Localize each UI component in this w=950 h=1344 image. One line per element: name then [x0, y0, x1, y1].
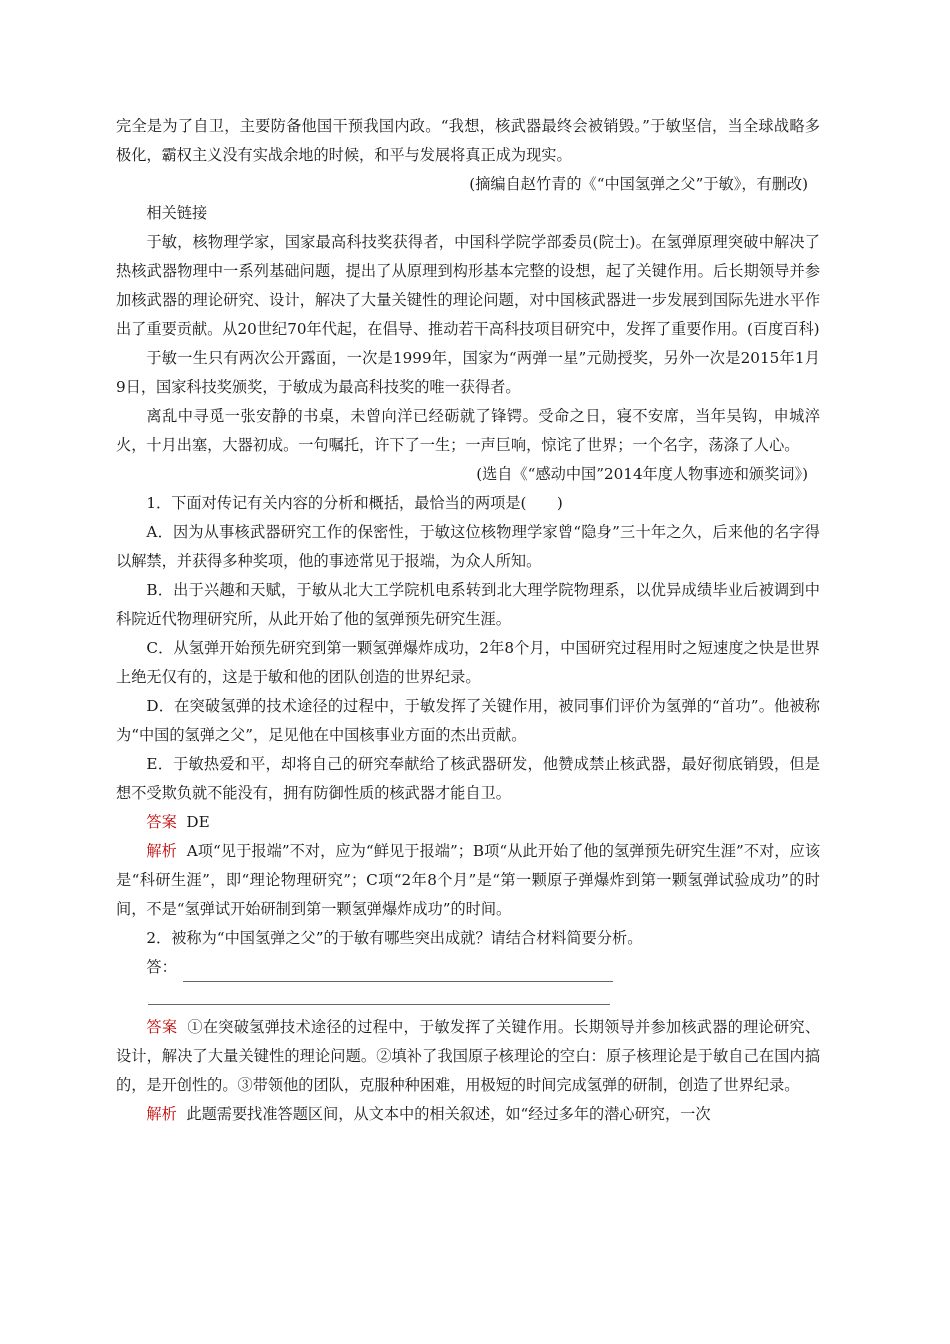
answer-blank-line-2[interactable]	[148, 982, 610, 1005]
document-body	[116, 112, 820, 1129]
question-1-option-c: C．从氢弹开始预先研究到第一颗氢弹爆炸成功，2年8个月，中国研究过程用时之短速度之快是世界上绝无仅有的，这是于敏和他的团队创造的世界纪录。	[116, 639, 820, 686]
answer-label: 答案	[146, 1018, 178, 1036]
answer-blank-row	[116, 953, 820, 982]
related-link-paragraph: 于敏，核物理学家，国家最高科技奖获得者，中国科学院学部委员(院士)。在氢弹原理突破中解决了热核武器物理中一系列基础问题，提出了从原理到构形基本完整的设想，起了关键作用。后长期领导并参加核武器的理论研究、设计，解决了大量关键性的理论问题，对中国核武器进一步发展到国际先进水平作出了重要贡献。从20世纪70年代起，在倡导、推动若干高科技项目研究中，发挥了重要作用。(百度百科)	[116, 233, 820, 338]
passage-paragraph: 完全是为了自卫，主要防备他国干预我国内政。“我想，核武器最终会被销毁。”于敏坚信，当全球战略多极化，霸权主义没有实战余地的时候，和平与发展将真正成为现实。	[116, 117, 820, 164]
question-1-stem: 1．下面对传记有关内容的分析和概括，最恰当的两项是( )	[146, 494, 563, 512]
related-link-paragraph: 离乱中寻觅一张安静的书桌，未曾向洋已经砺就了锋锷。受命之日，寝不安席，当年吴钩，申城淬火，十月出塞，大器初成。一句嘱托，许下了一生；一声巨响，惊诧了世界；一个名字，荡涤了人心。	[116, 407, 820, 454]
answer-value: DE	[186, 813, 210, 831]
related-link-heading: 相关链接	[146, 204, 208, 222]
related-link-paragraph: 于敏一生只有两次公开露面，一次是1999年，国家为“两弹一星”元勋授奖，另外一次是2015年1月9日，国家科技奖颁奖，于敏成为最高科技奖的唯一获得者。	[116, 349, 820, 396]
analysis-text: 此题需要找准答题区间，从文本中的相关叙述，如“经过多年的潜心研究，一次	[186, 1105, 711, 1123]
answer-prompt: 答：	[146, 958, 177, 976]
related-link-source: (选自《“感动中国”2014年度人物事迹和颁奖词》)	[476, 465, 808, 483]
question-2-stem: 2．被称为“中国氢弹之父”的于敏有哪些突出成就？请结合材料简要分析。	[146, 929, 643, 947]
question-1-option-e: E．于敏热爱和平，却将自己的研究奉献给了核武器研发，他赞成禁止核武器，最好彻底销毁，但是想不受欺负就不能没有，拥有防御性质的核武器才能自卫。	[116, 755, 820, 802]
question-1-option-d: D．在突破氢弹的技术途径的过程中，于敏发挥了关键作用，被同事们评价为氢弹的“首功”。他被称为“中国的氢弹之父”，足见他在中国核事业方面的杰出贡献。	[116, 697, 820, 744]
question-2-answer	[116, 1013, 820, 1100]
passage-source: (摘编自赵竹青的《“中国氢弹之父”于敏》，有删改)	[469, 175, 808, 193]
analysis-label: 解析	[146, 842, 177, 860]
question-2-analysis	[116, 1100, 820, 1129]
question-1-answer	[116, 808, 820, 837]
answer-label: 答案	[146, 813, 177, 831]
analysis-text: A项“见于报端”不对，应为“鲜见于报端”；B项“从此开始了他的氢弹预先研究生涯”不对，应该是“科研生涯”，即“理论物理研究”；C项“2年8个月”是“第一颗原子弹爆炸到第一颗氢弹试验成功”的时间，不是“氢弹试开始研制到第一颗氢弹爆炸成功”的时间。	[116, 842, 821, 918]
answer-text: ①在突破氢弹技术途径的过程中，于敏发挥了关键作用。长期领导并参加核武器的理论研究、设计，解决了大量关键性的理论问题。②填补了我国原子核理论的空白：原子核理论是于敏自己在国内搞的，是开创性的。③带领他的团队，克服种种困难，用极短的时间完成氢弹的研制，创造了世界纪录。	[116, 1018, 821, 1094]
analysis-label: 解析	[146, 1105, 177, 1123]
question-1-option-a: A．因为从事核武器研究工作的保密性，于敏这位核物理学家曾“隐身”三十年之久，后来他的名字得以解禁，并获得多种奖项，他的事迹常见于报端，为众人所知。	[116, 523, 820, 570]
answer-blank-line[interactable]	[183, 963, 613, 982]
question-1-option-b: B．出于兴趣和天赋，于敏从北大工学院机电系转到北大理学院物理系，以优异成绩毕业后被调到中科院近代物理研究所，从此开始了他的氢弹预先研究生涯。	[116, 581, 820, 628]
question-1-analysis	[116, 837, 820, 924]
